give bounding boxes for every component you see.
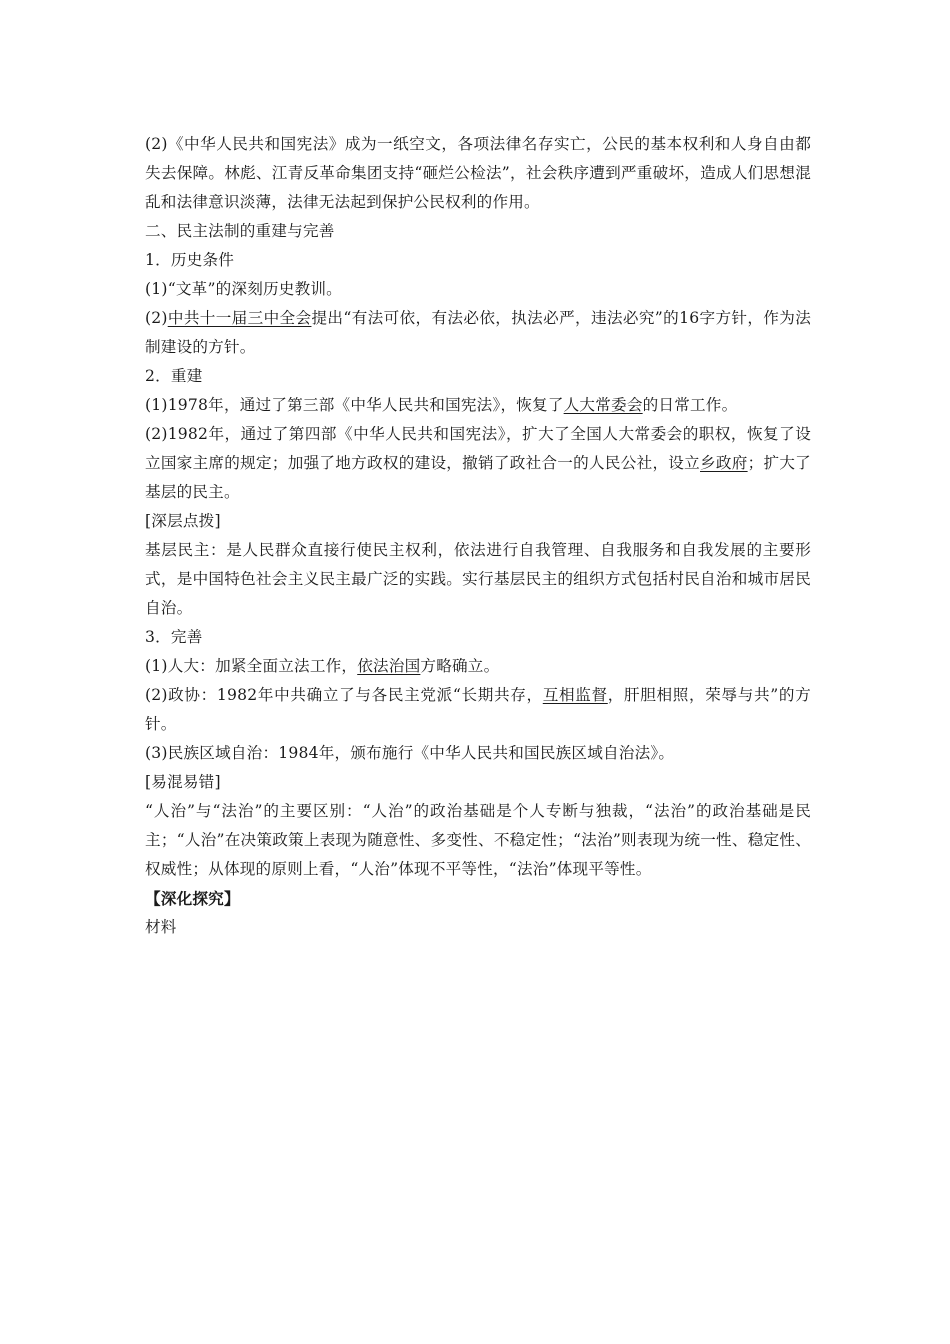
underlined-term: 人大常委会 [563, 396, 643, 414]
item-regional-autonomy: (3)民族区域自治：1984年，颁布施行《中华人民共和国民族区域自治法》。 [145, 744, 675, 762]
underlined-term: 依法治国 [357, 657, 421, 675]
subheading-improvement: 3．完善 [145, 628, 203, 646]
item-text: (1)人大：加紧全面立法工作， [145, 657, 358, 675]
underlined-term: 中共十一届三中全会 [167, 309, 312, 327]
item-npc [145, 652, 811, 681]
underlined-term: 互相监督 [542, 686, 608, 704]
item-text: 方略确立。 [420, 657, 500, 675]
item-third-plenum [145, 304, 811, 362]
subheading-rebuild: 2．重建 [145, 367, 203, 385]
note-body-rule-of-law: “人治”与“法治”的主要区别：“人治”的政治基础是个人专断与独裁，“法治”的政治基础是民主；“人治”在决策政策上表现为随意性、多变性、不稳定性；“法治”则表现为统一性、稳定性、权威性；从体现的原则上看，“人治”体现不平等性，“法治”体现平等性。 [145, 802, 811, 878]
item-text: 提出“有法可依，有法必依，执法必严，违法必究”的16字方针，作为法制建设的方针。 [145, 309, 811, 356]
note-title-confusion: [易混易错] [145, 773, 221, 791]
note-body-grassroots-democracy: 基层民主：是人民群众直接行使民主权利，依法进行自我管理、自我服务和自我发展的主要形式，是中国特色社会主义民主最广泛的实践。实行基层民主的组织方式包括村民自治和城市居民自治。 [145, 541, 811, 617]
subheading-historical-conditions: 1．历史条件 [145, 251, 235, 269]
item-text: (1)1978年，通过了第三部《中华人民共和国宪法》，恢复了 [145, 396, 564, 414]
item-text: 的日常工作。 [642, 396, 738, 414]
item-cultural-revolution-lesson: (1)“文革”的深刻历史教训。 [145, 280, 342, 298]
note-title-deep-insight: [深层点拨] [145, 512, 221, 530]
section-deep-inquiry: 【深化探究】 [145, 889, 240, 908]
item-1982-constitution [145, 420, 811, 507]
item-text: (2)1982年，通过了第四部《中华人民共和国宪法》，扩大了全国人大常委会的职权，恢复了设立国家主席的规定；加强了地方政权的建设，撤销了政社合一的人民公社，设立 [145, 425, 811, 472]
paragraph-text: (2)《中华人民共和国宪法》成为一纸空文，各项法律名存实亡，公民的基本权利和人身自由都失去保障。林彪、江青反革命集团支持“砸烂公检法”，社会秩序遭到严重破坏，造成人们思想混乱和法律意识淡薄，法律无法起到保护公民权利的作用。 [145, 135, 811, 211]
item-text: ；扩大了基层的民主。 [145, 454, 811, 501]
document-page [145, 130, 811, 942]
item-prefix: (2) [145, 309, 168, 327]
item-text: ，肝胆相照，荣辱与共”的方针。 [145, 686, 811, 733]
item-1978-constitution [145, 391, 811, 420]
material-label: 材料 [145, 918, 177, 936]
section-heading-rebuild: 二、民主法制的重建与完善 [145, 222, 335, 240]
item-cppcc [145, 681, 811, 739]
paragraph-constitution-void [145, 130, 811, 217]
item-text: (2)政协：1982年中共确立了与各民主党派“长期共存， [145, 686, 543, 704]
underlined-term: 乡政府 [700, 454, 748, 472]
